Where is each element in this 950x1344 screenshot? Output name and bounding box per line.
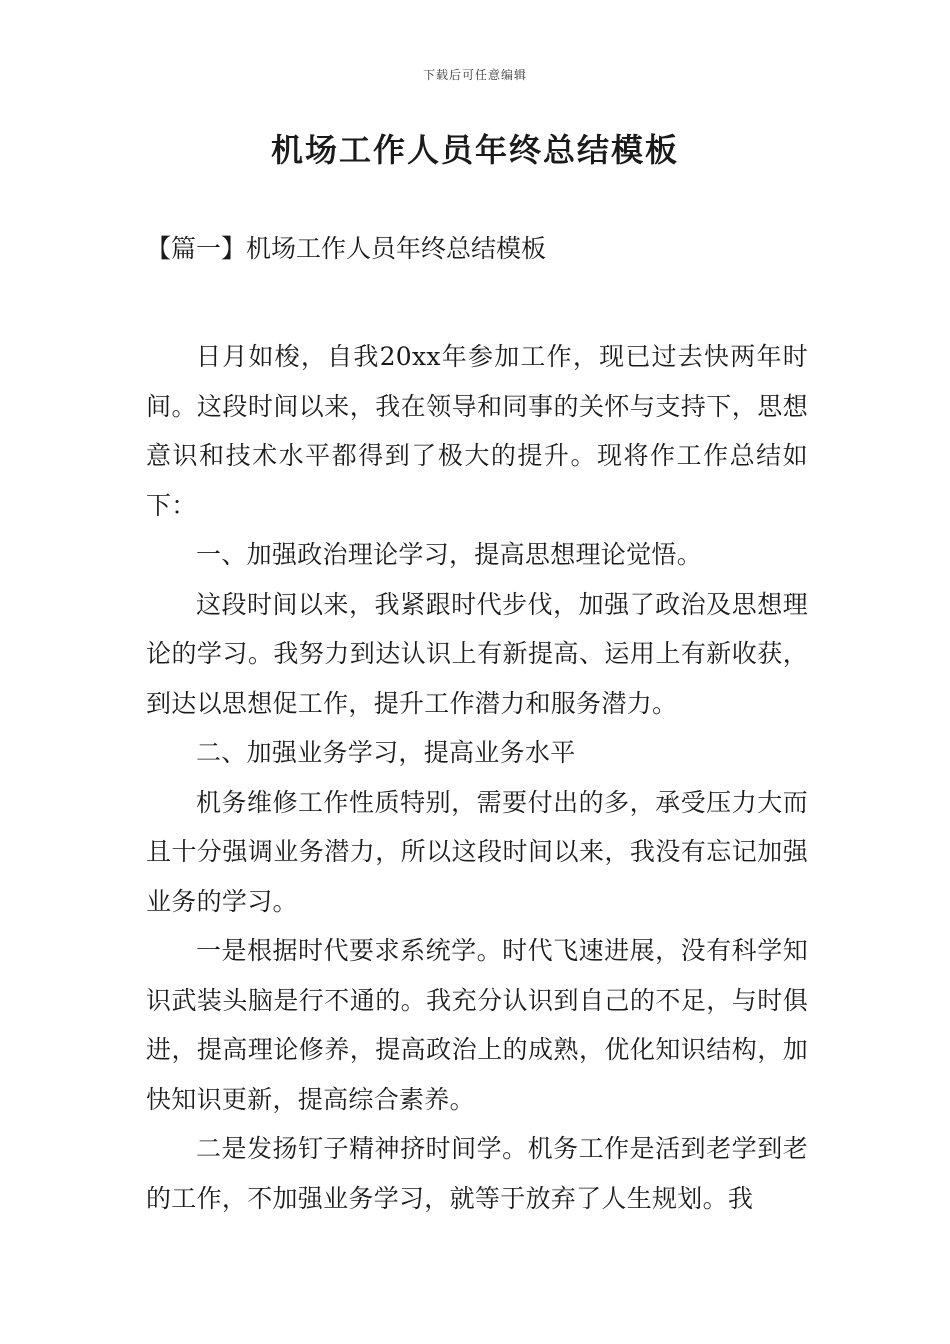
paragraph-heading-2: 二、加强业务学习，提高业务水平: [196, 738, 576, 767]
document-title: 机场工作人员年终总结模板: [270, 131, 679, 169]
paragraph-intro: 日月如梭，自我20xx年参加工作，现已过去快两年时间。这段时间以来，我在领导和同事的关怀与支持下，思想意识和技术水平都得到了极大的提升。现将作工作总结如下：: [146, 342, 808, 520]
paragraph-heading-1: 一、加强政治理论学习，提高思想理论觉悟。: [196, 540, 703, 569]
document-body: [146, 332, 808, 1223]
paragraph-systematic-study: 一是根据时代要求系统学。时代飞速进展，没有科学知识武装头脑是行不通的。我充分认识到自己的不足，与时俱进，提高理论修养，提高政治上的成熟，优化知识结构，加快知识更新，提高综合素养。: [146, 936, 808, 1114]
paragraph-nail-spirit: 二是发扬钉子精神挤时间学。机务工作是活到老学到老的工作，不加强业务学习，就等于放弃了人生规划。我: [146, 1134, 808, 1213]
paragraph-political-study: 这段时间以来，我紧跟时代步伐，加强了政治及思想理论的学习。我努力到达认识上有新提高、运用上有新收获，到达以思想促工作，提升工作潜力和服务潜力。: [146, 589, 808, 718]
paragraph-maintenance-work: 机务维修工作性质特别，需要付出的多，承受压力大而且十分强调业务潜力，所以这段时间以来，我没有忘记加强业务的学习。: [146, 787, 808, 916]
header-note: 下载后可任意编辑: [422, 68, 527, 82]
section-title: 【篇一】机场工作人员年终总结模板: [146, 234, 547, 263]
